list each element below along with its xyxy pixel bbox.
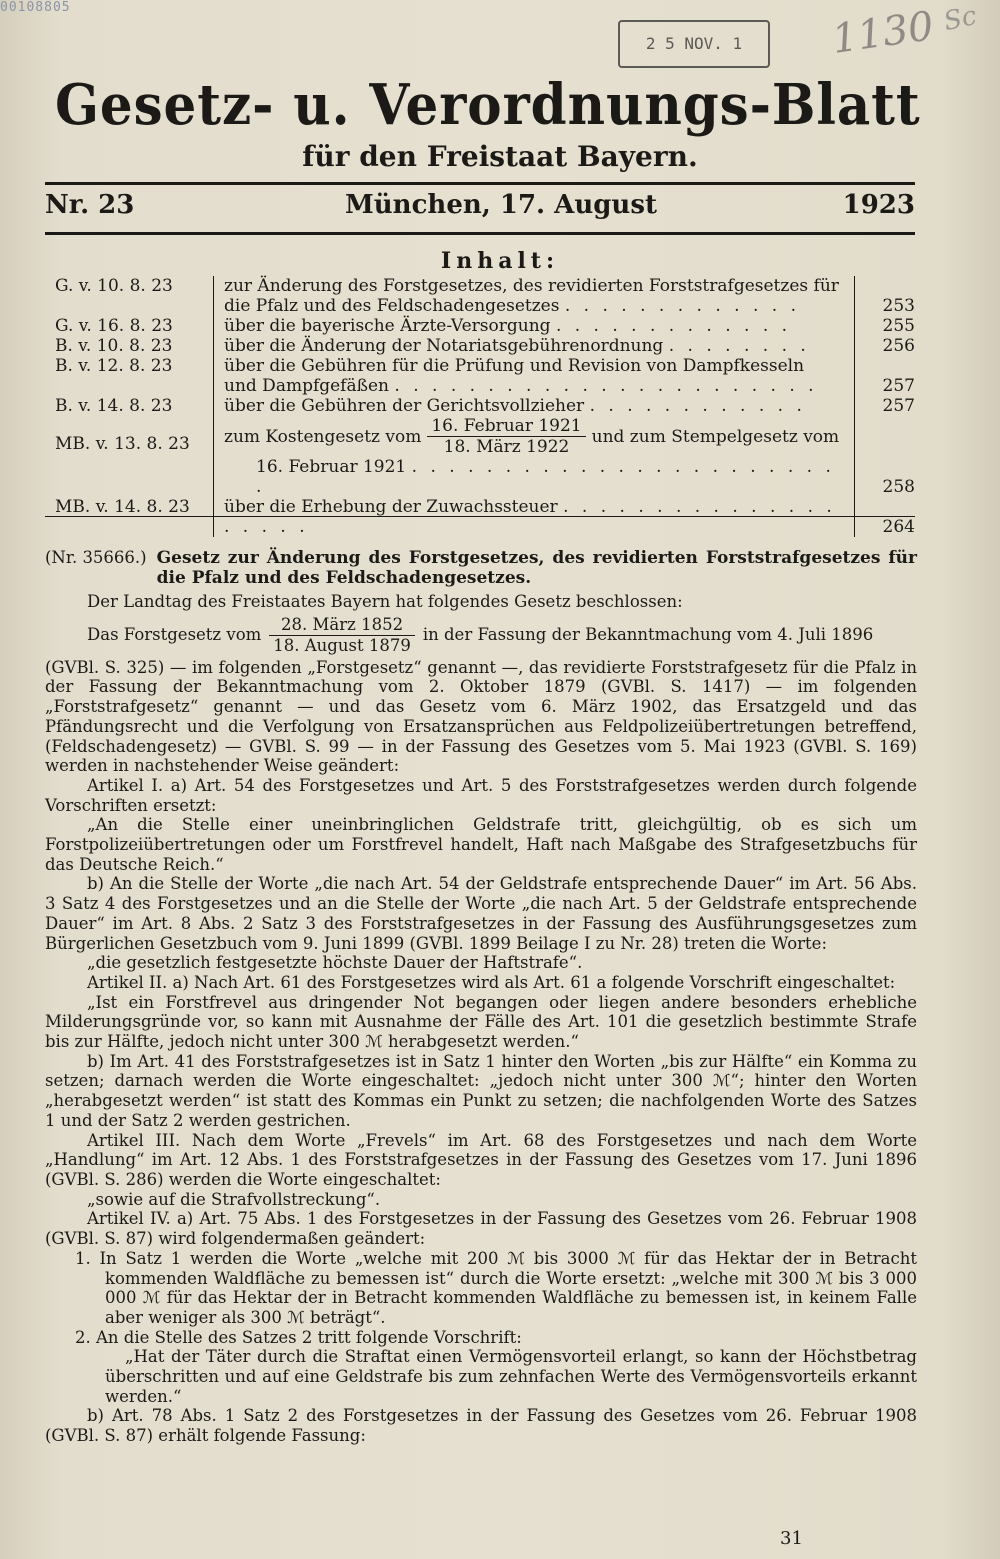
law-text — [45, 548, 917, 1446]
masthead-rule-bottom — [45, 232, 915, 235]
page-number: 31 — [780, 1528, 803, 1549]
article-3: Artikel III. Nach dem Worte „Frevels“ im Art. 68 des Forstgesetzes und nach dem Worte „Handlung“ im Art. 12 Abs. 1 des Forststrafgesetzes in der Fassung des Gesetzes vom 17. Juni 1896 (GVBl. S. 286) werden die Worte eingeschaltet: — [45, 1130, 917, 1189]
toc-entry-page: 257 — [882, 376, 915, 396]
toc-entry-page: 264 — [882, 517, 915, 537]
toc-entry-title: über die Gebühren für die Prüfung und Revision von Dampfkesseln und Dampfgefäßen . . . . . . . . . . . . . . . . . . . . . . . — [213, 356, 855, 396]
toc-entry — [45, 497, 915, 537]
toc-date-fraction: $\frac{\text{16. Februar 1921}}{\text{18. März 1922}}$ — [427, 416, 585, 457]
toc-entry-ref: B. v. 14. 8. 23 — [55, 396, 173, 416]
handwritten-corner-note: Sc — [941, 0, 980, 38]
article-2-a: Artikel II. a) Nach Art. 61 des Forstgesetzes wird als Art. 61 a folgende Vorschrift eingeschaltet: — [87, 972, 896, 992]
law-title: Gesetz zur Änderung des Forstgesetzes, des revidierten Forststrafgesetzes für die Pfalz und des Feldschadengesetzes. — [156, 548, 917, 588]
toc-entry-title: über die Änderung der Notariatsgebührenordnung . . . . . . . . — [213, 336, 855, 356]
article-1-b: b) An die Stelle der Worte „die nach Art. 54 der Geldstrafe entsprechende Dauer“ im Art. 56 Abs. 3 Satz 4 des Forstgesetzes und an die Stelle der Worte „die nach Art. 5 der Geldstrafe entsprechende Dauer“ im Art. 8 Abs. 2 Satz 3 des Forststrafgesetzes in der Fassung des Ausführungsgesetzes zum Bürgerlichen Gesetzbuch vom 9. Juni 1899 (GVBl. 1899 Beilage I zu Nr. 28) treten die Worte: — [45, 874, 917, 953]
issue-number: Nr. 23 — [45, 190, 135, 220]
issue-row — [45, 190, 915, 226]
toc-entry — [45, 396, 915, 416]
toc-entry-ref: G. v. 16. 8. 23 — [55, 316, 173, 336]
masthead-title: Gesetz- u. Verordnungs-Blatt — [55, 72, 921, 138]
toc-entry-ref: B. v. 10. 8. 23 — [55, 336, 173, 356]
toc-entry-title: zum Kostengesetz vom $\frac{\text{16. Februar 1921}}{\text{18. März 1922}}$ und zum Stempelgesetz vom 16. Februar 1921 . . . . . . . . . . . . . . . . . . . . . . . . — [213, 416, 855, 497]
law-heading — [45, 548, 917, 588]
toc-title: Inhalt: — [440, 248, 560, 274]
toc-entry — [45, 416, 915, 497]
toc-entry — [45, 336, 915, 356]
article-3-quote: „sowie auf die Strafvollstreckung“. — [87, 1189, 381, 1209]
article-4-a-item-2-quote: „Hat der Täter durch die Straftat einen Vermögensvorteil erlangt, so kann der Höchstbetrag überschritten und auf eine Geldstrafe bis zum zehnfachen Werte des Vermögensvorteils erkannt werden.“ — [105, 1347, 917, 1406]
issue-year: 1923 — [842, 190, 915, 220]
toc-entry-title: über die Erhebung der Zuwachssteuer . . . . . . . . . . . . . . . . . . . . — [213, 497, 855, 537]
toc-entry — [45, 356, 915, 396]
masthead-subtitle: für den Freistaat Bayern. — [302, 140, 698, 173]
archive-id: 00108805 — [0, 0, 71, 15]
issue-place-date: München, 17. August — [345, 190, 657, 220]
article-1-b-quote: „die gesetzlich festgesetzte höchste Dauer der Haftstrafe“. — [87, 953, 583, 973]
paragraph-intro-line: Das Forstgesetz vom $\frac{\text{28. März 1852}}{\text{18. August 1879}}$ in der Fassung der Bekanntmachung vom 4. Juli 1896 — [87, 614, 874, 655]
enactment-clause: Der Landtag des Freistaates Bayern hat folgendes Gesetz beschlossen: — [87, 592, 683, 611]
toc-entry-ref: MB. v. 13. 8. 23 — [55, 434, 190, 454]
toc-entry-page: 257 — [882, 396, 915, 416]
article-1-a: Artikel I. a) Art. 54 des Forstgesetzes und Art. 5 des Forststrafgesetzes werden durch folgende Vorschriften ersetzt: — [45, 775, 917, 815]
masthead-rule-top — [45, 182, 915, 185]
toc-entry-page: 258 — [882, 477, 915, 497]
toc-bottom-rule — [45, 516, 915, 517]
toc-entry — [45, 276, 915, 316]
article-4-a-item-1: 1. In Satz 1 werden die Worte „welche mit 200 ℳ bis 3000 ℳ für das Hektar der in Betracht kommenden Waldfläche zu bemessen ist“ durch die Worte ersetzt: „welche mit 300 ℳ bis 3 000 000 ℳ für das Hektar der in Betracht kommenden Waldfläche zu bemessen ist, in keinem Falle aber weniger als 300 ℳ beträgt“. — [75, 1248, 917, 1327]
toc-entry-page: 256 — [882, 336, 915, 356]
toc-entry-page: 255 — [882, 316, 915, 336]
law-date-fraction: $\frac{\text{28. März 1852}}{\text{18. August 1879}}$ — [269, 615, 415, 656]
article-4-a: Artikel IV. a) Art. 75 Abs. 1 des Forstgesetzes in der Fassung des Gesetzes vom 26. Februar 1908 (GVBl. S. 87) wird folgendermaßen geändert: — [45, 1209, 917, 1249]
toc-entry-ref: G. v. 10. 8. 23 — [55, 276, 173, 296]
table-of-contents — [45, 276, 915, 537]
article-4-b: b) Art. 78 Abs. 1 Satz 2 des Forstgesetzes in der Fassung des Gesetzes vom 26. Februar 1908 (GVBl. S. 87) erhält folgende Fassung: — [45, 1406, 917, 1446]
toc-entry — [45, 316, 915, 336]
article-1-a-quote: „An die Stelle einer uneinbringlichen Geldstrafe tritt, gleichgültig, ob es sich um Forstpolizeiübertretungen oder um Forstfrevel handelt, Haft nach Maßgabe des Strafgesetzbuchs für das Deutsche Reich.“ — [45, 815, 917, 874]
toc-entry-title: zur Änderung des Forstgesetzes, des revidierten Forststrafgesetzes für die Pfalz und des Feldschadengesetzes . . . . . . . . . . . . . — [213, 276, 855, 316]
toc-entry-page: 253 — [882, 296, 915, 316]
library-stamp: 2 5 NOV. 1 — [618, 20, 770, 68]
toc-entry-title: über die Gebühren der Gerichtsvollzieher . . . . . . . . . . . . — [213, 396, 855, 416]
toc-entry-ref: MB. v. 14. 8. 23 — [55, 497, 190, 517]
paragraph: (GVBl. S. 325) — im folgenden „Forstgesetz“ genannt —, das revidierte Forststrafgesetz für die Pfalz in der Fassung der Bekanntmachung vom 2. Oktober 1879 (GVBl. S. 1417) — im folgenden „Forststrafgesetz“ genannt — und das Gesetz vom 6. März 1902, das Ersatzgeld und das Pfändungsrecht und die Verfolgung von Ersatzansprüchen aus Feldpolizeiübertretungen betreffend, (Feldschadengesetz) — GVBl. S. 99 — in der Fassung des Gesetzes vom 5. Mai 1923 (GVBl. S. 169) werden in nachstehender Weise geändert: — [45, 657, 917, 776]
article-2-a-quote: „Ist ein Forstfrevel aus dringender Not begangen oder liegen andere besonders erhebliche Milderungsgründe vor, so kann mit Ausnahme der Fälle des Art. 101 die gesetzlich bestimmte Strafe bis zur Hälfte, jedoch nicht unter 300 ℳ herabgesetzt werden.“ — [45, 992, 917, 1052]
handwritten-number: 1130 — [829, 3, 937, 63]
article-4-a-item-2: 2. An die Stelle des Satzes 2 tritt folgende Vorschrift: — [75, 1327, 522, 1347]
toc-entry-ref: B. v. 12. 8. 23 — [55, 356, 173, 376]
toc-entry-title: über die bayerische Ärzte-Versorgung . . . . . . . . . . . . . — [213, 316, 855, 336]
law-number: (Nr. 35666.) — [45, 548, 147, 567]
article-2-b: b) Im Art. 41 des Forststrafgesetzes ist in Satz 1 hinter den Worten „bis zur Hälfte“ ein Komma zu setzen; darnach werden die Worte eingeschaltet: „jedoch nicht unter 300 ℳ“; hinter den Worten „herabgesetzt werden“ ist statt des Kommas ein Punkt zu setzen; die nachfolgenden Worte des Satzes 1 und der Satz 2 werden gestrichen. — [45, 1051, 917, 1130]
